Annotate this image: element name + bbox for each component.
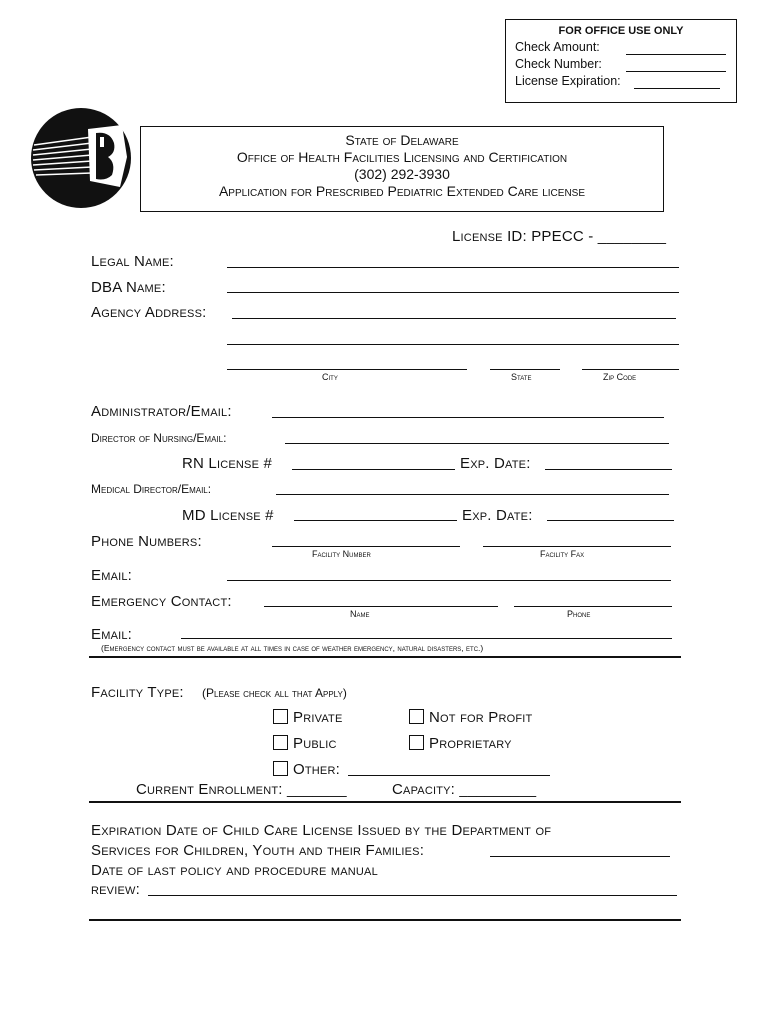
license-expiration-label: License Expiration:: [515, 74, 621, 88]
director-nursing-field[interactable]: [285, 443, 669, 444]
zip-field[interactable]: [582, 369, 679, 370]
email-label: Email:: [91, 567, 133, 584]
director-nursing-label: Director of Nursing/Email:: [91, 431, 227, 445]
public-checkbox[interactable]: [273, 735, 288, 750]
not-for-profit-label: Not for Profit: [429, 709, 533, 726]
public-label: Public: [293, 735, 337, 752]
md-license-label: MD License #: [182, 507, 274, 524]
administrator-label: Administrator/Email:: [91, 403, 232, 420]
expiration-line2: Services for Children, Youth and their Families:: [91, 842, 425, 859]
policy-review-field[interactable]: [148, 895, 677, 896]
md-license-field[interactable]: [294, 520, 457, 521]
private-checkbox[interactable]: [273, 709, 288, 724]
office-use-title: FOR OFFICE USE ONLY: [558, 25, 684, 37]
proprietary-checkbox[interactable]: [409, 735, 424, 750]
emergency-email-field[interactable]: [181, 638, 672, 639]
proprietary-label: Proprietary: [429, 735, 512, 752]
administrator-field[interactable]: [272, 417, 664, 418]
legal-name-label: Legal Name:: [91, 253, 174, 270]
check-amount-field[interactable]: [626, 54, 726, 55]
agency-address-field[interactable]: [232, 318, 676, 319]
emergency-name-field[interactable]: [264, 606, 498, 607]
emergency-contact-label: Emergency Contact:: [91, 593, 232, 610]
dba-name-field[interactable]: [227, 292, 679, 293]
state-seal-logo: [30, 107, 132, 209]
policy-review-line2: review:: [91, 881, 140, 898]
phone-numbers-label: Phone Numbers:: [91, 533, 202, 550]
check-number-field[interactable]: [626, 71, 726, 72]
private-label: Private: [293, 709, 343, 726]
medical-director-label: Medical Director/Email:: [91, 482, 212, 496]
rn-exp-label: Exp. Date:: [460, 455, 531, 472]
emergency-phone-field[interactable]: [514, 606, 672, 607]
md-exp-field[interactable]: [547, 520, 674, 521]
license-id: License ID: PPECC - ________: [452, 228, 667, 245]
check-number-label: Check Number:: [515, 57, 602, 71]
rn-exp-field[interactable]: [545, 469, 672, 470]
other-field[interactable]: [348, 775, 550, 776]
facility-number-field[interactable]: [272, 546, 460, 547]
facility-fax-caption: Facility Fax: [540, 549, 585, 559]
medical-director-field[interactable]: [276, 494, 669, 495]
zip-caption: Zip Code: [603, 372, 637, 382]
license-expiration-field[interactable]: [634, 88, 720, 89]
facility-type-hint: (Please check all that Apply): [202, 686, 347, 700]
facility-fax-field[interactable]: [483, 546, 671, 547]
not-for-profit-checkbox[interactable]: [409, 709, 424, 724]
facility-type-label: Facility Type:: [91, 684, 184, 701]
other-checkbox[interactable]: [273, 761, 288, 776]
section-divider-3: [89, 919, 681, 921]
header-box: [140, 126, 664, 212]
section-divider: [89, 656, 681, 658]
capacity: Capacity: _________: [392, 781, 537, 798]
state-caption: State: [511, 372, 532, 382]
header-state: State of Delaware: [345, 132, 459, 148]
current-enrollment: Current Enrollment: _______: [136, 781, 347, 798]
expiration-date-field[interactable]: [490, 856, 670, 857]
expiration-line1: Expiration Date of Child Care License Issued by the Department of: [91, 822, 552, 839]
state-field[interactable]: [490, 369, 560, 370]
office-use-box: [505, 19, 737, 103]
dba-name-label: DBA Name:: [91, 279, 166, 296]
header-application-title: Application for Prescribed Pediatric Extended Care license: [218, 183, 586, 199]
emergency-note: (Emergency contact must be available at all times in case of weather emergency, natural disasters, etc.): [101, 643, 484, 653]
agency-address-line2-field[interactable]: [227, 344, 679, 345]
legal-name-field[interactable]: [227, 267, 679, 268]
city-caption: City: [322, 372, 338, 382]
header-office: Office of Health Facilities Licensing and Certification: [236, 149, 568, 165]
check-amount-label: Check Amount:: [515, 40, 600, 54]
facility-number-caption: Facility Number: [312, 549, 371, 559]
rn-license-field[interactable]: [292, 469, 455, 470]
policy-review-line1: Date of last policy and procedure manual: [91, 862, 378, 879]
emergency-email-label: Email:: [91, 626, 133, 643]
other-label: Other:: [293, 761, 340, 778]
rn-license-label: RN License #: [182, 455, 273, 472]
email-field[interactable]: [227, 580, 671, 581]
city-field[interactable]: [227, 369, 467, 370]
emergency-phone-caption: Phone: [567, 609, 591, 619]
section-divider-2: [89, 801, 681, 803]
emergency-name-caption: Name: [350, 609, 370, 619]
agency-address-label: Agency Address:: [91, 304, 207, 321]
header-phone: (302) 292-3930: [354, 166, 450, 182]
md-exp-label: Exp. Date:: [462, 507, 533, 524]
